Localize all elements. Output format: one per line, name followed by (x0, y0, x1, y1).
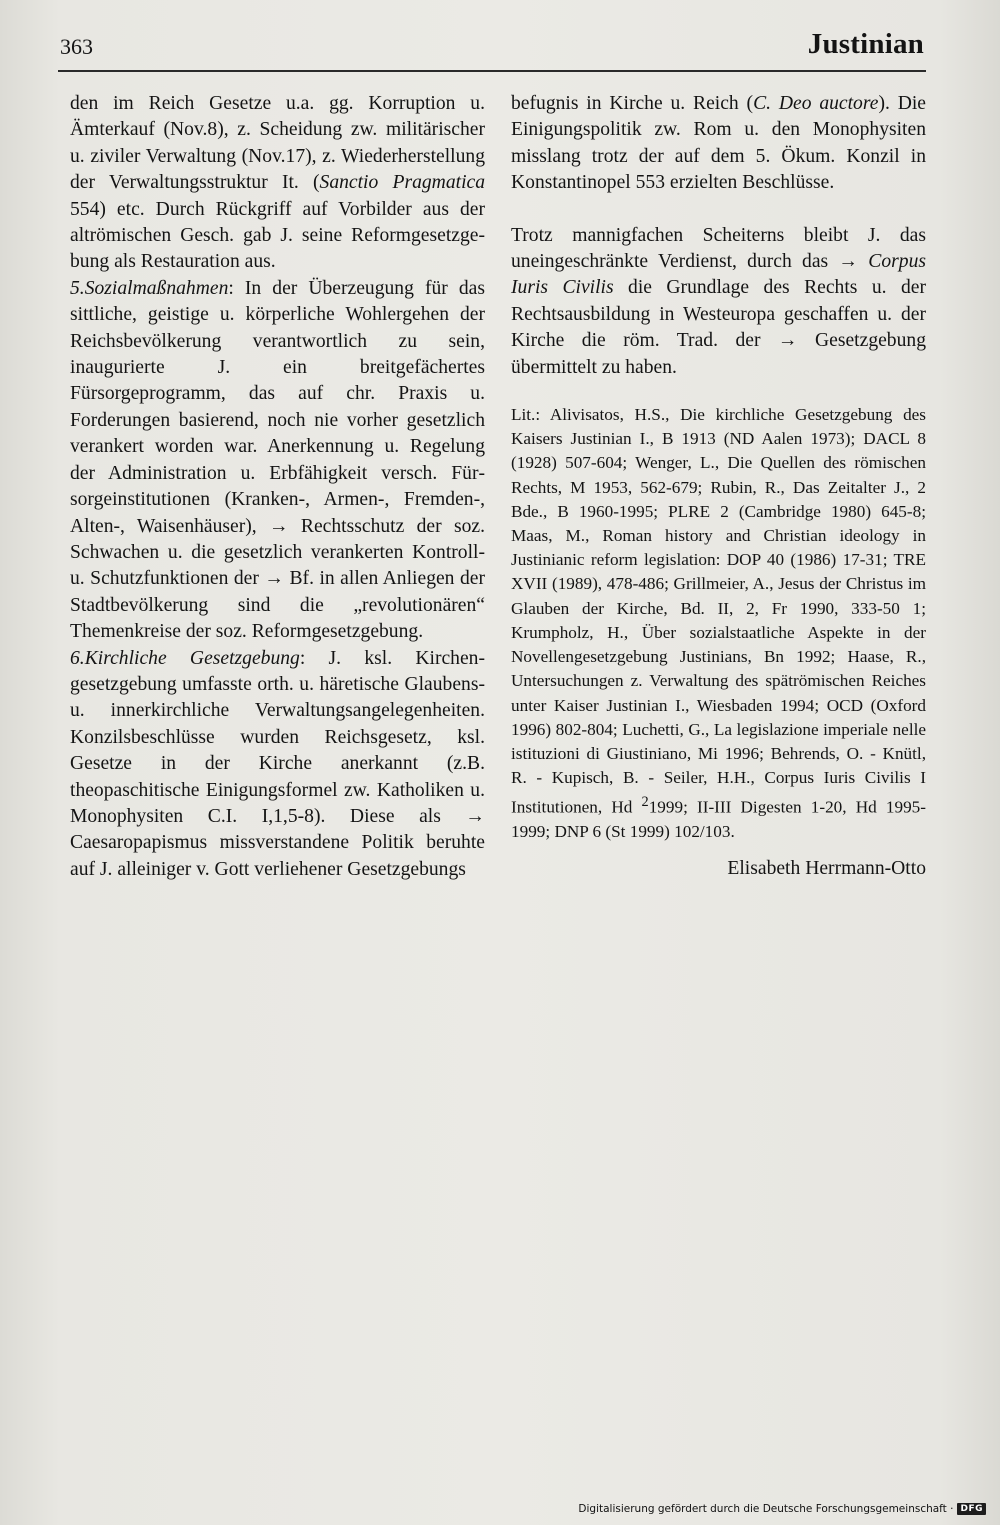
right-column (511, 91, 926, 882)
italic-title: Sanctio Pragmatica (319, 172, 486, 194)
section-5 (70, 276, 485, 646)
author-signature: Elisabeth Herrmann-Otto (727, 858, 926, 880)
text-run: die Grundlage des Rechts u. der Rechtsausbildung in Westeuropa geschaffen u. der Kirche die röm. Trad. der → Gesetzgebung übermittelt zu haben. (511, 277, 926, 378)
page-header (58, 28, 924, 72)
left-column (70, 91, 485, 883)
header-rule (58, 70, 926, 72)
dfg-logo: DFG (957, 1503, 986, 1515)
section-heading: 6.Kirchliche Gesetzgebung (70, 647, 300, 669)
text-run: ). Die Einigungspolitik zw. Rom u. den Monophysiten misslang trotz der auf dem 5. Ökum. Konzil in Konstantinopel 553 erzielten Beschlüsse. (511, 93, 926, 194)
literature-list (511, 403, 926, 844)
text-run: Trotz mannigfachen Scheiterns bleibt J. das uneingeschränkte Verdienst, durch das → (511, 224, 926, 273)
paragraph-intro (70, 91, 485, 276)
italic-title: C. Deo auctore (753, 93, 879, 114)
text-run: den im Reich Gesetze u.a. gg. Korruption u. Ämterkauf (Nov.8), z. Scheidung zw. militärischer u. ziviler Verwaltung (Nov.17), z. Wiederherstellung der Verwaltungsstruktur It. ( (70, 93, 485, 194)
section-text: : In der Überzeugung für das sittliche, geistige u. körperliche Wohlergehen der Reichsbevölkerung verantwortlich zu sein, inaugurierte J. ein breitgefächertes Fürsorgeprogramm, das auf chr. Praxis u. Forderungen basierend, noch nie vorher gesetzlich verankert worden war. Anerkennung u. Regelung der Administration u. Erbfähigkeit versch. Fürsorgeinstitutionen (Kranken-, Armen-, Fremden-, Alten-, Waisenhäuser), → Rechtsschutz der soz. Schwachen u. die gesetzlich verankerten Kontroll- u. Schutzfunktionen der → Bf. in allen Anliegen der Stadtbevölkerung sind die „revolutionären“ Themenkreise der soz. Reformgesetzgebung. (70, 277, 485, 643)
text-run: 1999; II-III Digesten 1-20, Hd 1995-1999; DNP 6 (St 1999) 102/103. (511, 798, 926, 842)
edition-superscript: 2 (641, 794, 649, 811)
digitization-footer (578, 1499, 986, 1519)
section-6 (70, 646, 485, 884)
section-heading: 5.Sozialmaßnahmen (70, 277, 229, 299)
text-run: 554) etc. Durch Rückgriff auf Vorbilder aus der altrömischen Gesch. gab J. seine Reformgesetzgebung als Restauration aus. (70, 198, 485, 273)
footer-text: Digitalisierung gefördert durch die Deutsche Forschungsgemeinschaft · (578, 1503, 954, 1515)
running-head: Justinian (807, 28, 924, 60)
page-number: 363 (60, 34, 93, 59)
paragraph-conclusion (511, 223, 926, 381)
paragraph-continuation (511, 91, 926, 197)
text-run: befugnis in Kirche u. Reich ( (511, 93, 754, 114)
italic-title: Corpus Iuris Civilis (511, 251, 926, 299)
text-run: Lit.: Alivisatos, H.S., Die kirchliche Gesetzgebung des Kaisers Justinian I., B 1913 (ND Aalen 1973); DACL 8 (1928) 507-604; Wenger, L., Die Quellen des römischen Rechts, M 1953, 562-679; Rubin, R., Das Zeitalter J., 2 Bde., B 1960-1995; PLRE 2 (Cambridge 1980) 645-8; Maas, M., Roman history and Christian ideology in Justinianic reform legislation: DOP 40 (1986) 17-31; TRE XVII (1989), 478-486; Grillmeier, A., Jesus der Christus im Glauben der Kirche, Bd. II, 2, Fr 1990, 333-50 1; Krumpholz, H., Über sozialstaatliche Aspekte in der Novellengesetzgebung Justinians, Bn 1992; Haase, R., Untersuchungen z. Verwaltung des spätrömischen Reiches unter Kaiser Justinian I., Wiesbaden 1994; OCD (Oxford 1996) 802-804; Luchetti, G., La legislazione imperiale nelle istituzioni di Giustiniano, Mi 1996; Behrends, O. - Knütl, R. - Kupisch, B. - Seiler, H.H., Corpus Iuris Civilis I Institutionen, Hd (511, 405, 926, 818)
section-text: : J. ksl. Kirchengesetzgebung umfasste orth. u. häretische Glaubens- u. innerkirchliche Verwaltungsangelegenheiten. Konzilsbeschlüsse wurden Reichsgesetz, ksl. Gesetze in der Kirche anerkannt (z.B. theopaschitische Einigungsformel zw. Katholiken u. Monophysiten C.I. I,1,5-8). Diese als → Caesaropapismus missverstandene Politik beruhte auf J. alleiniger v. Gott verliehener Gesetzgebungs (70, 647, 485, 880)
